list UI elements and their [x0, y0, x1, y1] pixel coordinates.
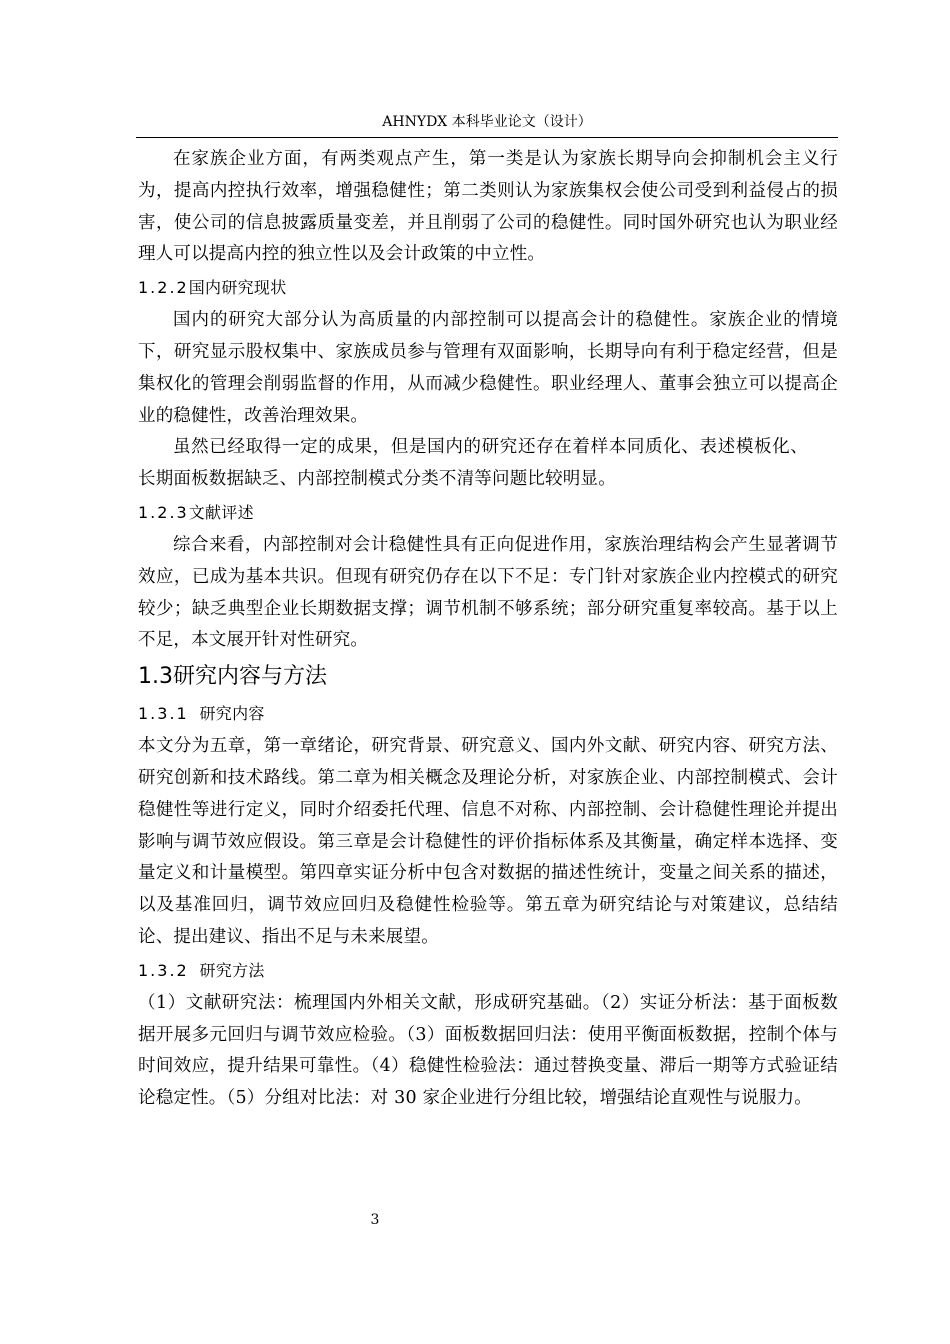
section-number: 1.3.1 — [138, 704, 189, 724]
research-content-paragraph: 本文分为五章，第一章绪论，研究背景、研究意义、国内外文献、研究内容、研究方法、研究创新和技术路线。第二章为相关概念及理论分析，对家族企业、内部控制模式、会计稳健性等进行定义，同时介绍委托代理、信息不对称、内部控制、会计稳健性理论并提出影响与调节效应假设。第三章是会计稳健性的评价指标体系及其衡量，确定样本选择、变量定义和计量模型。第四章实证分析中包含对数据的描述性统计，变量之间关系的描述，以及基准回归，调节效应回归及稳健性检验等。第五章为研究结论与对策建议，总结结论、提出建议、指出不足与未来展望。 — [138, 736, 838, 947]
section-heading-1-3-2 — [138, 954, 838, 988]
section-heading-1-2-2 — [138, 271, 838, 305]
section-number: 1.2.2 — [138, 278, 189, 298]
research-methods-paragraph: （1）文献研究法：梳理国内外相关文献，形成研究基础。（2）实证分析法：基于面板数据开展多元回归与调节效应检验。（3）面板数据回归法：使用平衡面板数据，控制个体与时间效应，提升结果可靠性。（4）稳健性检验法：通过替换变量、滞后一期等方式验证结论稳定性。（5）分组对比法：对 30 家企业进行分组比较，增强结论直观性与说服力。 — [138, 992, 838, 1109]
section-heading-1-3 — [138, 657, 838, 697]
section-heading-1-2-3 — [138, 496, 838, 530]
literature-review-paragraph: 综合来看，内部控制对会计稳健性具有正向促进作用，家族治理结构会产生显著调节效应，已成为基本共识。但现有研究仍存在以下不足：专门针对家族企业内控模式的研究较少；缺乏典型企业长期数据支撑；调节机制不够系统；部分研究重复率较高。基于以上不足，本文展开针对性研究。 — [138, 534, 838, 651]
section-title: 研究方法 — [199, 960, 265, 980]
section-title: 研究内容与方法 — [173, 664, 328, 690]
intro-paragraph: 在家族企业方面，有两类观点产生，第一类是认为家族长期导向会抑制机会主义行为，提高内控执行效率，增强稳健性；第二类则认为家族集权会使公司受到利益侵占的损害，使公司的信息披露质量变差，并且削弱了公司的稳健性。同时国外研究也认为职业经理人可以提高内控的独立性以及会计政策的中立性。 — [138, 149, 838, 265]
header-divider — [136, 137, 838, 138]
domestic-research-paragraph-2: 虽然已经取得一定的成果，但是国内的研究还存在着样本同质化、表述模板化、长期面板数据缺乏、内部控制模式分类不清等问题比较明显。 — [138, 437, 808, 490]
section-number: 1.3.2 — [138, 960, 189, 980]
section-number: 1.3 — [138, 664, 173, 690]
page-body — [138, 144, 838, 1115]
page-number: 3 — [370, 1212, 380, 1228]
domestic-research-paragraph-1: 国内的研究大部分认为高质量的内部控制可以提高会计的稳健性。家族企业的情境下，研究显示股权集中、家族成员参与管理有双面影响，长期导向有利于稳定经营，但是集权化的管理会削弱监督的作用，从而减少稳健性。职业经理人、董事会独立可以提高企业的稳健性，改善治理效果。 — [138, 310, 838, 426]
section-number: 1.2.3 — [138, 502, 189, 522]
section-title: 文献评述 — [188, 502, 254, 522]
section-title: 国内研究现状 — [188, 278, 287, 298]
running-header: AHNYDX 本科毕业论文（设计） — [382, 114, 592, 130]
section-heading-1-3-1 — [138, 697, 838, 731]
section-title: 研究内容 — [199, 704, 265, 724]
